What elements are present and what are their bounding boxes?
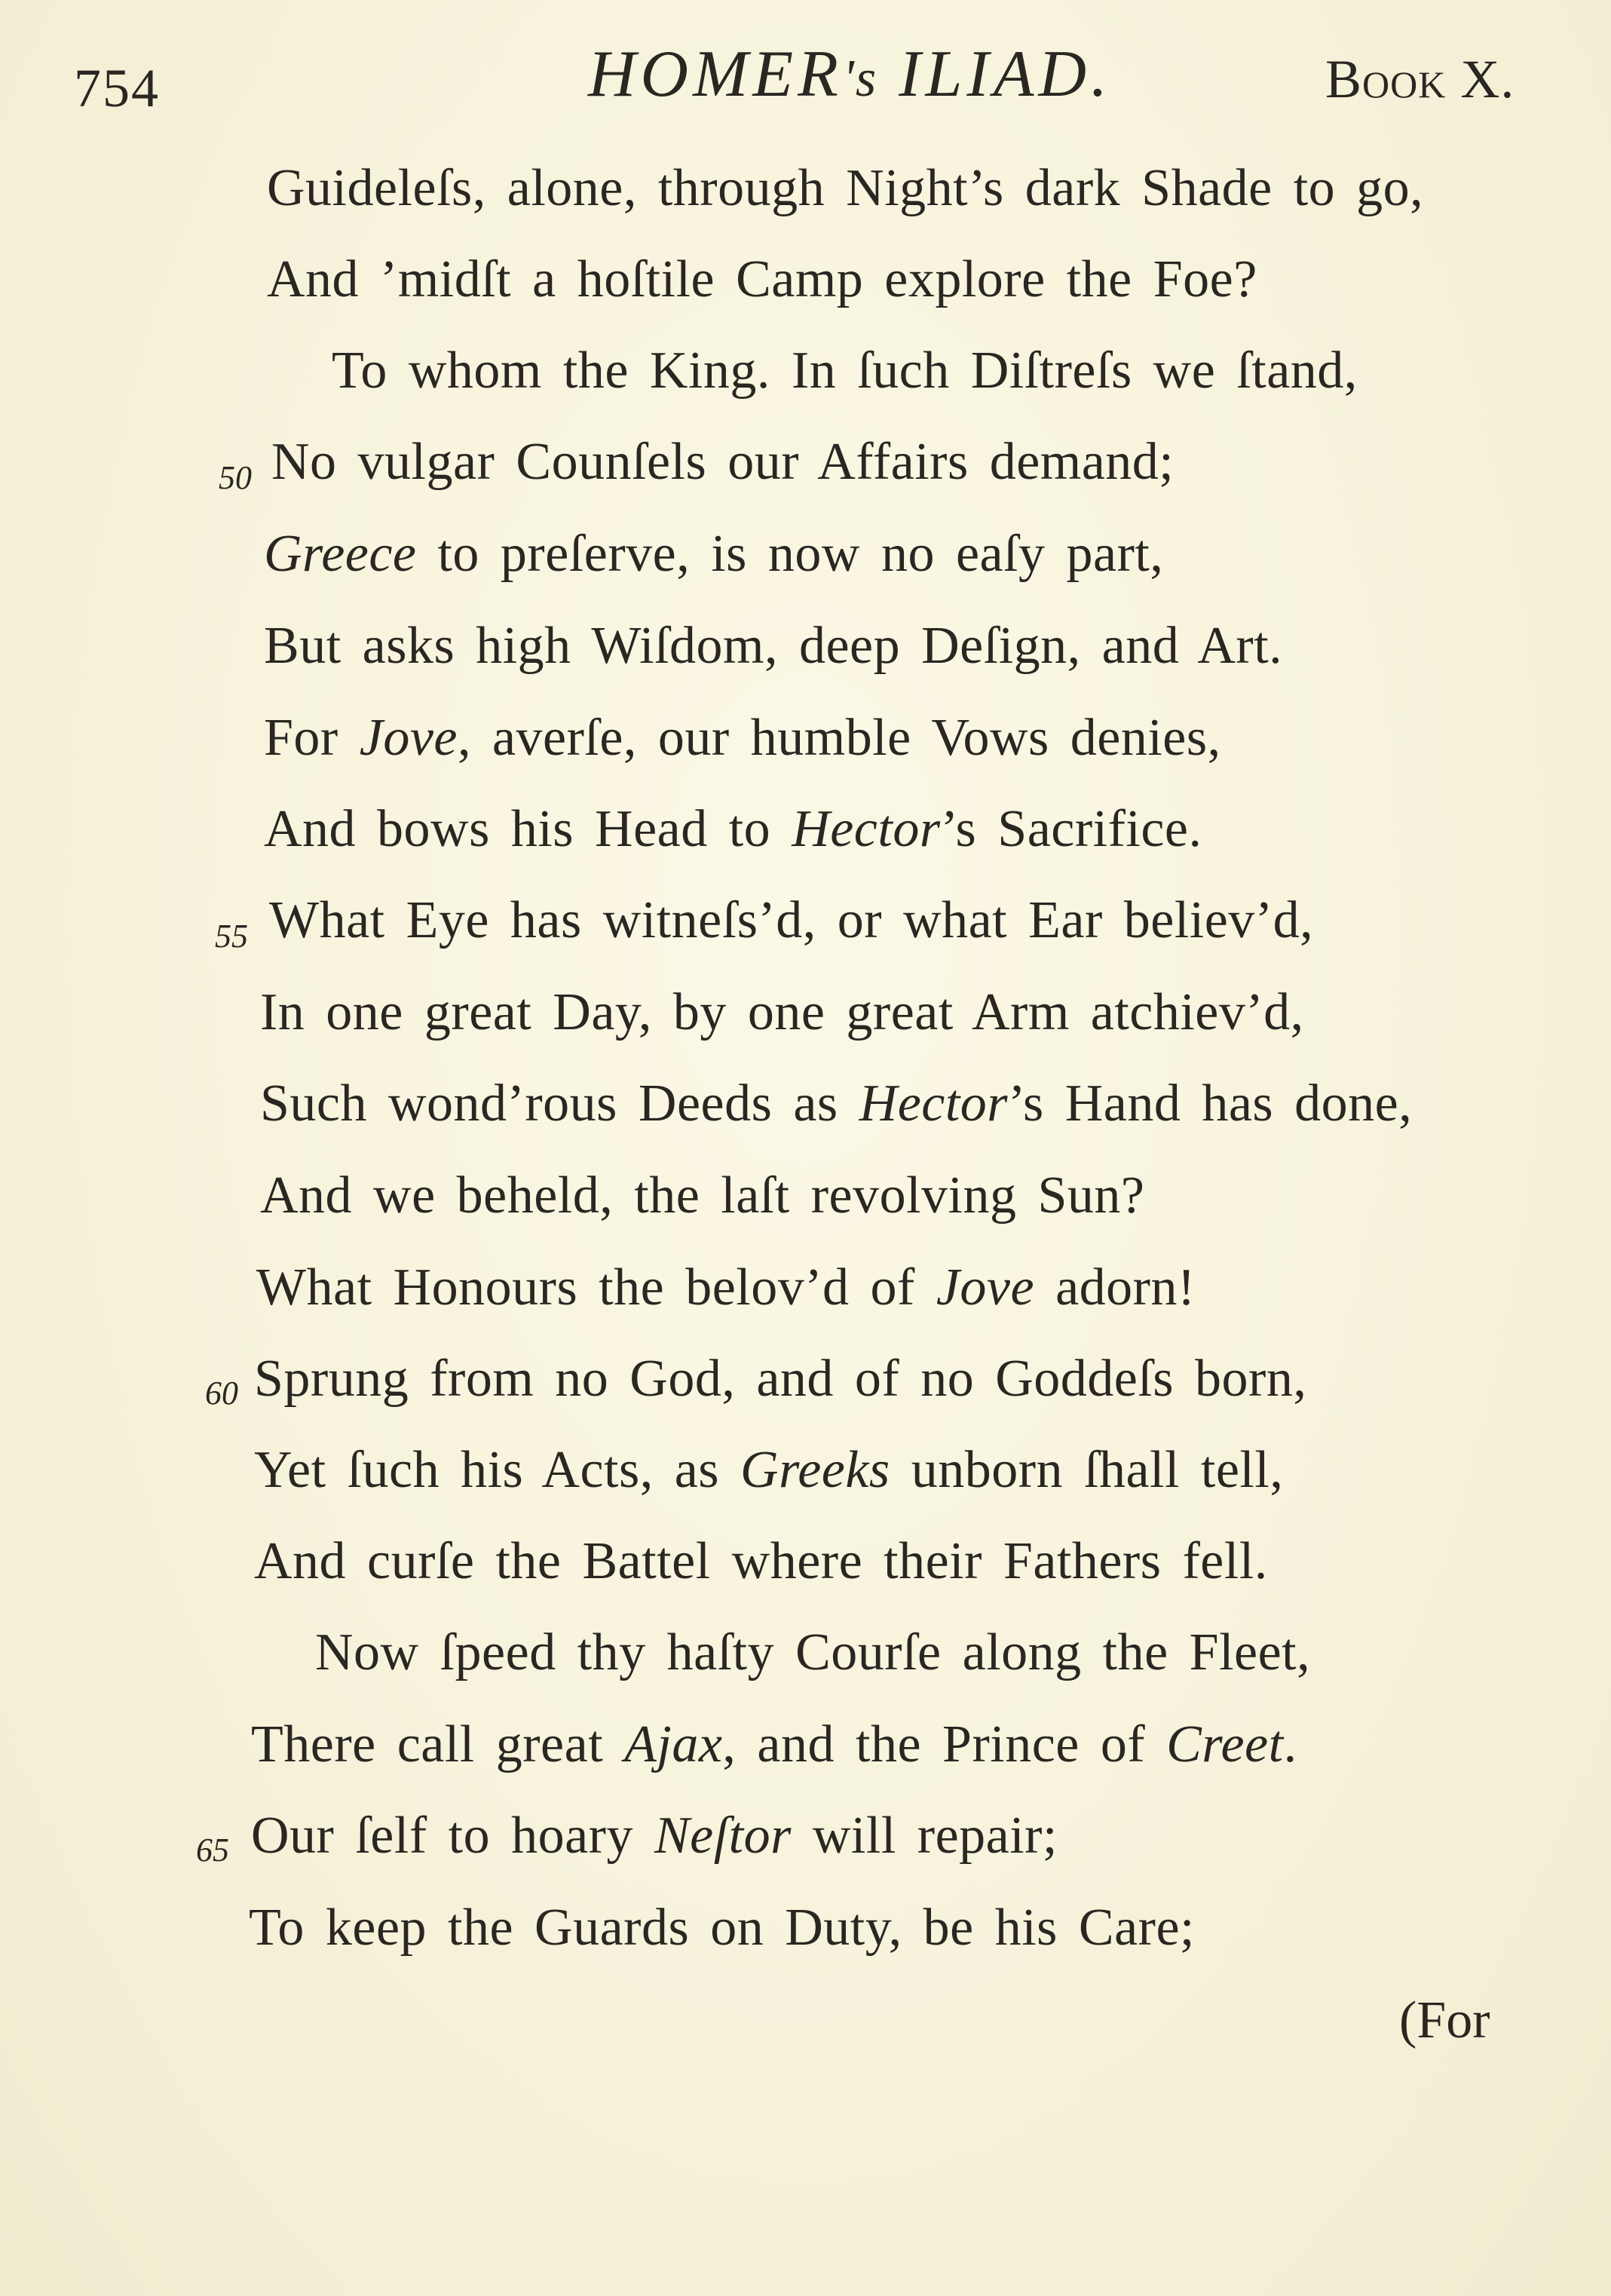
verse-line — [264, 524, 1163, 584]
verse-text: To keep the Guards on Duty, be his Care; — [249, 1899, 1195, 1957]
verse-line — [267, 158, 1423, 219]
verse-line — [264, 799, 1202, 860]
verse-text: No vulgar Counſels our Affairs demand; — [271, 433, 1175, 491]
page-number: 754 — [74, 58, 160, 118]
italic-name: Jove — [936, 1258, 1035, 1317]
verse-line — [254, 1531, 1268, 1592]
italic-name: Greeks — [740, 1441, 890, 1499]
italic-name: Jove — [359, 709, 458, 767]
line-number-margin: 55 — [215, 918, 248, 955]
running-title-homer: HOMER — [588, 38, 843, 111]
verse-text: will repair; — [791, 1807, 1058, 1865]
italic-name: Creet — [1166, 1715, 1284, 1773]
running-title-iliad: ILIAD. — [877, 38, 1112, 111]
verse-text: Such wond’rous Deeds as — [260, 1074, 859, 1133]
verse-text: unborn ſhall tell, — [890, 1441, 1284, 1499]
verse-line — [260, 1166, 1144, 1226]
verse-line — [249, 1898, 1195, 1958]
line-number-margin: 50 — [219, 459, 252, 496]
verse-text: And bows his Head to — [264, 800, 792, 858]
verse-text: And curſe the Battel where their Fathers fell. — [254, 1532, 1268, 1590]
line-number-margin: 65 — [196, 1832, 229, 1868]
verse-text: Sprung from no God, and of no Goddeſs born, — [254, 1350, 1307, 1408]
verse-line — [251, 1806, 1058, 1866]
verse-line — [260, 1074, 1412, 1134]
verse-text: ’s Hand has done, — [1008, 1074, 1413, 1133]
verse-text: , and the Prince of — [722, 1715, 1167, 1773]
verse-text: Guideleſs, alone, through Night’s dark Shade to go, — [267, 159, 1424, 217]
verse-line — [267, 250, 1257, 310]
verse-line — [251, 1715, 1297, 1775]
verse-text: . — [1283, 1715, 1297, 1773]
verse-text: Now ſpeed thy haſty Courſe along the Fleet, — [315, 1623, 1311, 1681]
verse-text: Yet ſuch his Acts, as — [254, 1441, 741, 1499]
italic-name: Neſtor — [654, 1807, 792, 1865]
verse-text: There call great — [251, 1715, 625, 1773]
italic-name: Greece — [264, 525, 417, 583]
book-numeral: X. — [1460, 49, 1515, 109]
verse-line — [332, 341, 1358, 401]
verse-text: But asks high Wiſdom, deep Deſign, and Art. — [264, 617, 1283, 675]
verse-line — [254, 1440, 1283, 1501]
verse-text: ’s Sacrifice. — [940, 800, 1202, 858]
verse-text: What Honours the belov’d of — [256, 1258, 936, 1317]
verse-line — [256, 1258, 1196, 1318]
running-title-possessive: 's — [842, 50, 878, 108]
verse-text: For — [264, 709, 360, 767]
verse-text: , averſe, our humble Vows denies, — [457, 709, 1221, 767]
verse-line — [254, 1349, 1306, 1409]
italic-name: Hector — [859, 1074, 1009, 1133]
verse-line — [260, 982, 1304, 1043]
verse-text: adorn! — [1034, 1258, 1196, 1317]
line-number-margin: 60 — [205, 1375, 238, 1412]
verse-line — [264, 616, 1282, 676]
catchword: (For — [1399, 1991, 1490, 2049]
verse-line — [315, 1623, 1310, 1683]
verse-text: Our ſelf to hoary — [251, 1807, 654, 1865]
verse-line — [264, 708, 1221, 768]
book-word: Book — [1325, 49, 1447, 109]
verse-text: What Eye has witneſs’d, or what Ear believ’d, — [269, 891, 1314, 949]
italic-name: Hector — [792, 800, 941, 858]
verse-text: And ’midſt a hoſtile Camp explore the Foe? — [267, 250, 1257, 308]
italic-name: Ajax — [624, 1715, 723, 1773]
verse-text: In one great Day, by one great Arm atchiev’d, — [260, 983, 1304, 1041]
verse-text: to preſerve, is now no eaſy part, — [416, 525, 1164, 583]
verse-line — [269, 891, 1313, 951]
verse-text: To whom the King. In ſuch Diſtreſs we ſtand, — [332, 342, 1358, 400]
verse-text: And we beheld, the laſt revolving Sun? — [260, 1166, 1145, 1225]
verse-line — [271, 432, 1174, 492]
